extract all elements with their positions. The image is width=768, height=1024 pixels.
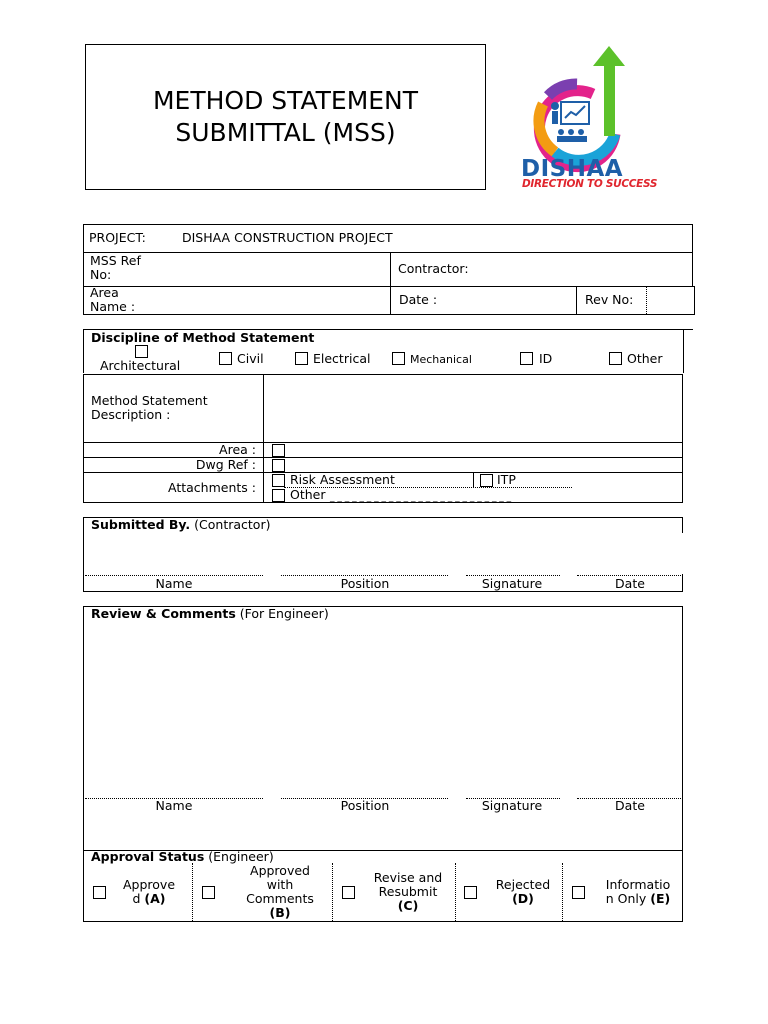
- method-description-field[interactable]: [266, 377, 679, 439]
- submitted-name-label: Name: [155, 576, 193, 591]
- dwg-ref-label: Dwg Ref :: [195, 457, 256, 472]
- logo-tagline: DIRECTION TO SUCCESS: [522, 178, 658, 190]
- submitted-name-field[interactable]: [85, 540, 263, 574]
- information-only-label: Informatio n Only: [605, 877, 671, 906]
- approved-checkbox[interactable]: [93, 886, 106, 899]
- other-discipline-checkbox[interactable]: [609, 352, 622, 365]
- electrical-checkbox[interactable]: [295, 352, 308, 365]
- itp-label: ITP: [497, 472, 516, 487]
- review-signature-label: Signature: [481, 798, 543, 813]
- review-sub: (For Engineer): [239, 606, 329, 621]
- submitted-signature-field[interactable]: [466, 540, 560, 574]
- risk-assessment-label: Risk Assessment: [290, 472, 395, 487]
- submitted-position-field[interactable]: [281, 540, 448, 574]
- rejected-code: (D): [512, 891, 534, 906]
- approved-with-comments-code: (B): [269, 905, 291, 920]
- id-label: ID: [539, 351, 553, 366]
- approved-with-comments-label: Approved with Comments: [246, 863, 314, 906]
- information-only-code: (E): [650, 891, 671, 906]
- submitted-by-sub: (Contractor): [194, 517, 271, 532]
- project-value: DISHAA CONSTRUCTION PROJECT: [182, 230, 393, 245]
- area-name-field[interactable]: [150, 288, 386, 312]
- date-label: Date :: [399, 292, 438, 307]
- information-only-checkbox[interactable]: [572, 886, 585, 899]
- civil-checkbox[interactable]: [219, 352, 232, 365]
- review-heading: [91, 607, 329, 621]
- approved-code: (A): [144, 891, 166, 906]
- dwg-ref-checkbox[interactable]: [272, 459, 285, 472]
- revise-resubmit-code: (C): [397, 898, 419, 913]
- rev-no-label: Rev No:: [585, 292, 634, 307]
- mechanical-checkbox[interactable]: [392, 352, 405, 365]
- approval-sub: (Engineer): [208, 849, 274, 864]
- review-title: Review & Comments: [91, 606, 236, 621]
- logo-text: DISHAA: [521, 156, 624, 182]
- submitted-by-title: Submitted By.: [91, 517, 191, 532]
- electrical-label: Electrical: [313, 351, 371, 366]
- mechanical-label: Mechanical: [410, 353, 472, 366]
- information-only-option: [596, 878, 680, 906]
- mss-ref-field[interactable]: [150, 254, 386, 284]
- rejected-label: Rejected: [495, 877, 551, 892]
- itp-checkbox[interactable]: [480, 474, 493, 487]
- review-name-label: Name: [155, 798, 193, 813]
- approved-option: [116, 878, 182, 906]
- attachments-label: Attachments :: [168, 480, 256, 495]
- review-comments-field[interactable]: [86, 624, 680, 794]
- other-attachment-label: Other: [290, 487, 326, 502]
- revise-resubmit-option: [362, 871, 454, 913]
- revise-resubmit-checkbox[interactable]: [342, 886, 355, 899]
- area-name-label: Area Name :: [90, 285, 136, 314]
- risk-assessment-checkbox[interactable]: [272, 474, 285, 487]
- architectural-checkbox[interactable]: [135, 345, 148, 358]
- submitted-signature-label: Signature: [481, 576, 543, 591]
- project-label: PROJECT:: [89, 230, 146, 245]
- approved-with-comments-option: [232, 864, 328, 920]
- date-field[interactable]: [445, 288, 573, 312]
- discipline-heading: Discipline of Method Statement: [91, 330, 315, 345]
- submitted-by-heading: [91, 518, 270, 532]
- approved-label: Approve d: [122, 877, 176, 906]
- submitted-date-label: Date: [615, 576, 645, 591]
- revise-resubmit-label: Revise and Resubmit: [373, 870, 443, 899]
- rejected-checkbox[interactable]: [464, 886, 477, 899]
- approved-with-comments-checkbox[interactable]: [202, 886, 215, 899]
- area-ref-checkbox[interactable]: [272, 444, 285, 457]
- method-description-label: Method Statement Description :: [91, 393, 208, 422]
- review-position-label: Position: [340, 798, 390, 813]
- contractor-field[interactable]: [475, 254, 689, 284]
- contractor-label: Contractor:: [398, 261, 469, 276]
- submitted-position-label: Position: [340, 576, 390, 591]
- approval-heading: [91, 850, 274, 864]
- review-date-label: Date: [615, 798, 645, 813]
- rev-no-field[interactable]: [649, 288, 692, 312]
- document-title: METHOD STATEMENT SUBMITTAL (MSS): [85, 44, 486, 190]
- civil-label: Civil: [237, 351, 264, 366]
- architectural-label: Architectural: [100, 358, 181, 373]
- approval-title: Approval Status: [91, 849, 205, 864]
- submitted-date-field[interactable]: [577, 540, 681, 574]
- other-discipline-label: Other: [627, 351, 663, 366]
- id-checkbox[interactable]: [520, 352, 533, 365]
- rejected-option: [485, 878, 561, 906]
- other-attachment-line[interactable]: _ _ _ _ _ _ _ _ _ _ _ _ _ _ _ _ _ _ _ _ _ _ _ _ _: [330, 493, 512, 503]
- other-attachment-checkbox[interactable]: [272, 489, 285, 502]
- mss-ref-label: MSS Ref No:: [90, 253, 141, 282]
- area-ref-label: Area :: [219, 442, 256, 457]
